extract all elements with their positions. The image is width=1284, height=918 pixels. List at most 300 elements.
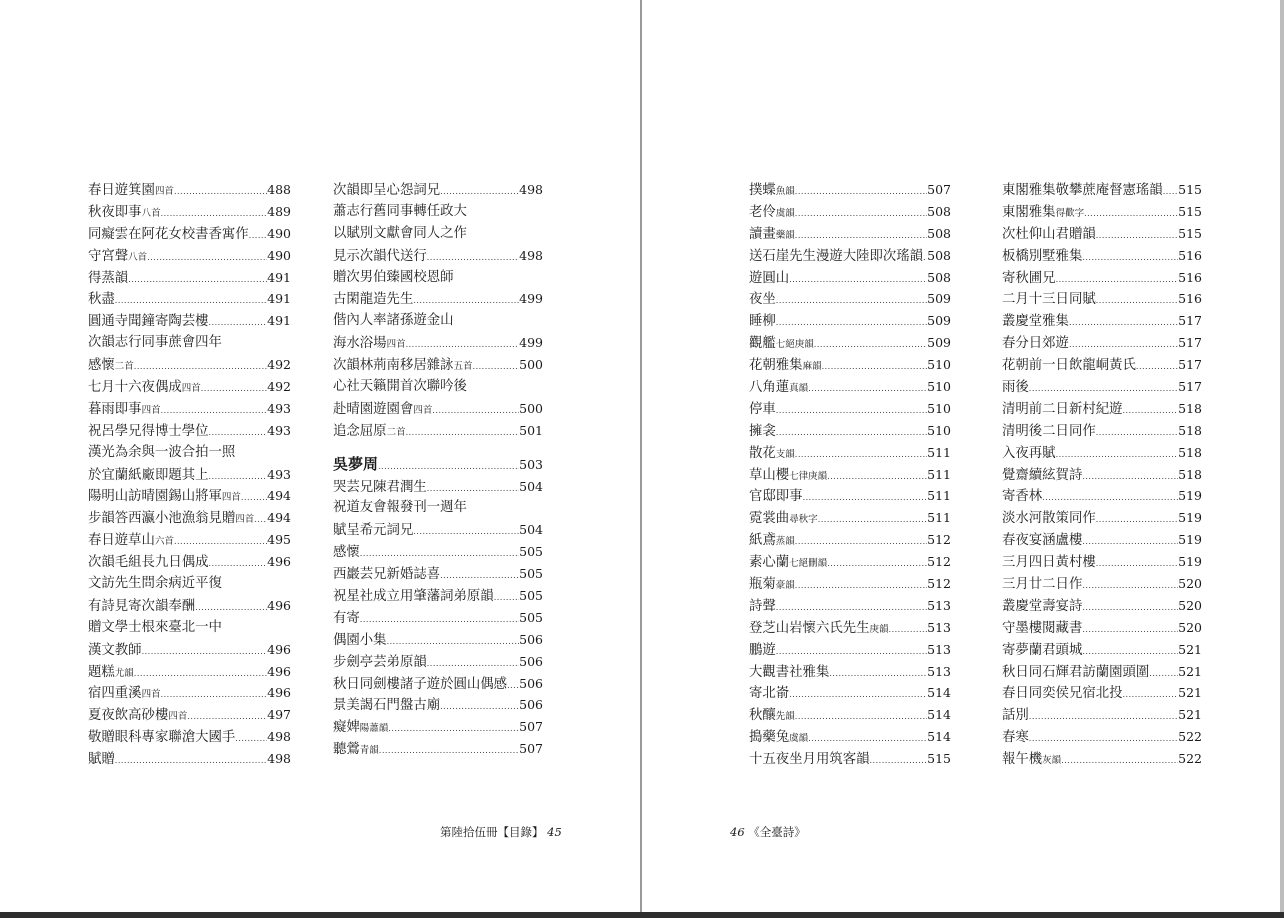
toc-entry [1002,682,1202,704]
poem-title: 步韻答西瀛小池漁翁見贈 [88,511,236,527]
dot-leader [195,597,267,617]
page-ref: 521 [1178,663,1202,679]
poem-title: 報午機 [1002,752,1043,768]
toc-entry [749,179,951,201]
page-footer [730,824,806,840]
poem-note: 陽蕭韻 [359,723,389,735]
poem-title: 賦呈希元詞兄 [333,523,414,539]
page-ref: 513 [927,663,951,679]
toc-entry [749,223,951,245]
poem-title: 祝呂學兄得博士學位 [88,423,209,439]
page-ref: 493 [267,400,291,416]
page-ref: 496 [267,641,291,657]
poem-title: 西巖芸兄新婚誌喜 [333,567,441,583]
dot-leader [808,378,927,398]
page-ref: 519 [1178,554,1202,570]
toc-entry [88,507,291,529]
poem-title: 官邸即事 [749,489,803,505]
poem-note: 二首 [386,426,406,438]
toc-entry [88,726,291,748]
dot-leader [1082,531,1178,551]
dot-leader [1084,203,1178,223]
poem-title: 守墨樓閱藏書 [1002,620,1083,636]
toc-entry [333,201,543,223]
dot-leader [1096,225,1178,245]
poem-title: 叢慶堂壽宴詩 [1002,598,1083,614]
page-ref: 518 [1178,422,1202,438]
dot-leader [174,531,267,551]
poem-title: 詩聲 [749,598,776,614]
page-ref: 521 [1178,685,1202,701]
poem-title: 古閑龍造先生 [333,292,414,308]
poem-title: 三月四日黃村樓 [1002,555,1096,571]
dot-leader [1082,247,1178,267]
dot-leader [1096,553,1178,573]
dot-leader [795,444,927,464]
page-ref: 494 [267,488,291,504]
page-ref: 507 [519,741,543,757]
page-ref: 500 [519,400,543,416]
dot-leader [1163,181,1178,201]
dot-leader [795,181,927,201]
poem-title: 聽鶯 [333,742,360,758]
poem-note: 七絕刪韻 [789,558,828,570]
dot-leader [1082,466,1178,486]
page-ref: 520 [1178,576,1202,592]
page-ref: 514 [927,685,951,701]
poem-title: 景美謁石門盤古廟 [333,698,441,714]
poem-title: 秋日同劍樓諸子遊於圓山偶感 [333,676,508,692]
poem-note: 灰韻 [1042,755,1062,767]
toc-entry [1002,639,1202,661]
toc-entry [749,332,951,354]
poem-title: 寄北嵛 [749,686,790,702]
page-ref: 517 [1178,357,1202,373]
dot-leader [209,422,268,442]
page-ref: 494 [267,510,291,526]
dot-leader [870,750,928,770]
poem-title: 感懷 [333,545,360,561]
dot-leader [494,587,519,607]
page-ref: 511 [927,488,951,504]
toc-entry [1002,485,1202,507]
toc-entry [1002,464,1202,486]
dot-leader [776,641,927,661]
page-ref: 490 [267,225,291,241]
toc-entry [88,573,291,595]
poem-title: 赴晴園遊園會 [333,401,414,417]
page-ref: 488 [267,182,291,197]
dot-leader [388,718,519,738]
poem-note: 得歡字 [1055,207,1085,219]
poem-title: 偶園小集 [333,632,387,648]
page-ref: 521 [1178,641,1202,657]
page-number: 45 [547,825,562,839]
dot-leader [827,553,927,573]
poem-note: 四首 [141,404,161,416]
dot-leader [387,631,520,651]
page-ref: 521 [1178,707,1202,723]
toc-entry [333,694,543,716]
toc-entry [333,310,543,332]
toc-entry [749,464,951,486]
toc-entry [333,497,543,519]
page-ref: 510 [927,422,951,438]
poem-title: 雨後 [1002,380,1029,396]
toc-entry [333,179,543,201]
page-ref: 492 [267,379,291,395]
page-ref: 522 [1178,751,1202,767]
poem-note: 四首 [235,514,255,526]
toc-entry [749,748,951,770]
dot-leader [378,456,519,476]
poem-title: 登芝山岩懷六氏先生 [749,620,870,636]
dot-leader [379,740,519,760]
page-ref: 513 [927,597,951,613]
page-ref: 513 [927,619,951,635]
poem-title: 散花 [749,445,776,461]
page-ref: 515 [1178,225,1202,241]
page-ref: 505 [519,588,543,604]
toc-entry [749,201,951,223]
poem-title: 七月十六夜偶成 [88,380,182,396]
page-ref: 518 [1178,444,1202,460]
poem-title: 癡婢 [333,720,360,736]
toc-entry [88,332,291,354]
poem-title: 春分日郊遊 [1002,336,1069,352]
poem-title: 春日遊草山 [88,533,155,549]
toc-entry [333,563,543,585]
poem-note: 尋秋字 [789,514,818,526]
dot-leader [360,609,519,629]
toc-entry [333,332,543,354]
dot-leader [827,466,927,486]
poem-note: 四首 [168,711,188,723]
poem-title: 有詩見寄次韻奉酬 [88,598,196,614]
poem-title: 八角蓮 [749,380,790,396]
toc-entry [88,354,291,376]
poem-title: 撲蝶 [749,183,776,198]
toc-column [88,179,291,770]
page-ref: 498 [267,729,291,745]
toc-entry [333,585,543,607]
dot-leader [440,696,519,716]
poem-title: 東閣雅集敬攀蔗庵督憲瑤韻 [1002,183,1163,198]
poem-title: 偕內人率諸孫遊金山 [333,313,454,329]
toc-entry [1002,529,1202,551]
dot-leader [161,400,268,420]
toc-entry [749,442,951,464]
dot-leader [814,334,927,354]
toc-entry [1002,245,1202,267]
dot-leader [440,181,519,201]
poem-title: 秋釀 [749,708,776,724]
page-ref: 518 [1178,400,1202,416]
page-ref: 499 [519,291,543,307]
poem-title: 停車 [749,401,776,417]
poem-note: 尤韻 [114,667,134,679]
poem-title: 守宮聲 [88,248,129,264]
page-ref: 511 [927,510,951,526]
dot-leader [241,487,267,507]
poem-note: 八首 [128,251,148,263]
toc-entry [749,288,951,310]
page-ref: 491 [267,291,291,307]
poem-note: 七律庚韻 [789,470,828,482]
dot-leader [1096,290,1178,310]
dot-leader [789,269,927,289]
page-ref: 500 [519,357,543,373]
page-ref: 506 [519,697,543,713]
toc-entry [88,288,291,310]
dot-leader [1069,334,1178,354]
toc-entry [333,716,543,738]
poem-title: 叢慶堂雅集 [1002,314,1069,330]
poem-title: 賦贈 [88,752,115,768]
page-ref: 489 [267,203,291,219]
poem-title: 哭芸兄陳君潤生 [333,479,427,495]
dot-leader [1042,487,1178,507]
dot-leader [776,290,927,310]
poem-title: 敬贈眼科專家聯滄大國手 [88,730,236,746]
toc-entry [1002,617,1202,639]
poem-title: 二月十三日同賦 [1002,292,1096,308]
page-ref: 516 [1178,269,1202,285]
dot-leader [254,509,267,529]
toc-entry [1002,310,1202,332]
poem-title: 話別 [1002,708,1029,724]
page-ref: 517 [1178,379,1202,395]
right-page [642,0,1284,912]
dot-leader [1082,619,1178,639]
page-ref: 514 [927,707,951,723]
dot-leader [1029,728,1178,748]
dot-leader [249,225,267,245]
toc-entry [1002,442,1202,464]
poem-title: 宿四重溪 [88,686,142,702]
dot-leader [115,750,267,770]
poem-title: 以賦別文獻會同人之作 [333,225,467,241]
poem-title: 寄秋圃兄 [1002,270,1056,286]
page-ref: 506 [519,675,543,691]
poem-title: 漢光為余與一波合拍一照 [88,444,236,460]
poem-note: 四首 [154,186,174,197]
page-ref: 506 [519,631,543,647]
dot-leader [1082,597,1178,617]
poem-note: 四首 [386,339,406,351]
poem-title: 心社天籟開首次聯吟後 [333,379,467,395]
poem-title: 花朝前一日飲龍峒黃氏 [1002,358,1136,374]
toc-entry [749,420,951,442]
poem-title: 次韻毛組長九日偶成 [88,555,209,571]
poem-title: 秋夜即事 [88,204,142,220]
toc-entry [88,179,291,201]
poem-title: 祝星社成立用肇藩詞弟原韻 [333,589,494,605]
dot-leader [209,553,268,573]
page-ref: 520 [1178,597,1202,613]
dot-leader [209,312,268,332]
poem-title: 老伶 [749,204,776,220]
toc-entry [88,639,291,661]
dot-leader [209,466,268,486]
poem-note: 二首 [114,361,134,373]
dot-leader [776,400,927,420]
toc-entry [88,376,291,398]
dot-leader [360,543,519,563]
toc-entry [749,507,951,529]
toc-entry [88,748,291,770]
page-ref: 522 [1178,729,1202,745]
page-ref: 516 [1178,291,1202,307]
toc-entry [749,245,951,267]
toc-entry [1002,354,1202,376]
dot-leader [1123,684,1179,704]
poem-title: 送石崖先生漫遊大陸即次瑤韻 [749,248,924,264]
poem-title: 贈文學士根來臺北一中 [88,619,222,635]
dot-leader [235,728,267,748]
dot-leader [147,247,267,267]
dot-leader [427,478,519,498]
page-number: 46 [730,825,745,839]
page-ref: 508 [927,203,951,219]
page-ref: 517 [1178,335,1202,351]
poem-title: 瓶菊 [749,577,776,593]
toc-entry [333,519,543,541]
poem-title: 次韻林荊南移居雜詠 [333,358,454,374]
toc-entry [88,245,291,267]
poem-title: 得蒸韻 [88,270,129,286]
page-ref: 513 [927,641,951,657]
toc-entry [88,310,291,332]
poem-title: 於宜蘭紙廠即題其上 [88,467,209,483]
page-ref: 497 [267,707,291,723]
dot-leader [1069,312,1178,332]
dot-leader [808,728,927,748]
poem-note: 虞韻 [789,733,809,745]
page-ref: 504 [519,478,543,494]
toc-entry [1002,573,1202,595]
dot-leader [1136,356,1178,376]
poem-title: 有寄 [333,610,360,626]
poem-note: 四首 [141,689,161,701]
toc-entry [88,398,291,420]
poem-title: 清明前二日新村紀遊 [1002,401,1123,417]
left-page [0,0,641,912]
page-ref: 511 [927,466,951,482]
dot-leader [142,641,268,661]
dot-leader [406,422,520,442]
poem-title: 圓通寺聞鐘寄陶芸樓 [88,314,209,330]
dot-leader [1096,422,1178,442]
toc-entry [88,485,291,507]
page-ref: 511 [927,444,951,460]
poem-note: 藥韻 [775,229,795,241]
page-ref: 507 [519,719,543,735]
poem-title: 東閣雅集 [1002,204,1056,220]
poem-note: 魚韻 [775,186,795,197]
toc-entry [749,682,951,704]
dot-leader [174,181,267,201]
toc-entry [333,476,543,498]
poem-note: 六首 [154,536,174,548]
page-ref: 518 [1178,466,1202,482]
toc-entry [749,398,951,420]
page-footer [440,824,562,840]
page-ref: 498 [519,182,543,197]
page-ref: 492 [267,357,291,373]
poem-title: 入夜再賦 [1002,445,1056,461]
toc-entry [88,201,291,223]
toc-entry [333,651,543,673]
poem-title: 春日遊箕園 [88,183,155,198]
poem-title: 春夜宴涵盧樓 [1002,533,1083,549]
page-ref: 505 [519,609,543,625]
page-ref: 510 [927,357,951,373]
dot-leader [1082,575,1178,595]
toc-entry [749,485,951,507]
page-ref: 519 [1178,488,1202,504]
toc-entry [749,726,951,748]
toc-entry [333,541,543,563]
toc-entry [333,607,543,629]
toc-entry [333,223,543,245]
toc-entry [1002,595,1202,617]
dot-leader [440,565,519,585]
poem-note: 五首 [453,361,473,373]
page-edge-shadow [1280,0,1284,912]
toc-entry [1002,288,1202,310]
dot-leader [134,356,267,376]
toc-entry [88,464,291,486]
page-ref: 509 [927,313,951,329]
poem-title: 霓裳曲 [749,511,790,527]
toc-column [1002,179,1202,770]
poem-note: 蒸韻 [775,536,795,548]
poem-title: 夏夜飲高砂樓 [88,708,169,724]
dot-leader [1029,706,1178,726]
toc-column [749,179,951,770]
dot-leader [795,575,927,595]
dot-leader [776,422,927,442]
poem-title: 文訪先生問余病近平復 [88,576,222,592]
poem-title: 紙鳶 [749,533,776,549]
poem-title: 睡柳 [749,314,776,330]
viewer-bottom-bar [0,912,1284,918]
page-ref: 515 [1178,182,1202,197]
dot-leader [1123,400,1179,420]
poem-title: 寄香林 [1002,489,1043,505]
page-ref: 517 [1178,313,1202,329]
page-ref: 512 [927,532,951,548]
poem-title: 三月廿二日作 [1002,577,1083,593]
toc-entry [1002,223,1202,245]
toc-entry [1002,420,1202,442]
toc-entry [333,398,543,420]
dot-leader [473,356,520,376]
poem-title: 春寒 [1002,730,1029,746]
toc-entry [333,629,543,651]
dot-leader [789,684,927,704]
dot-leader [413,290,519,310]
poem-note: 四首 [413,404,433,416]
poem-title: 板橋別墅雅集 [1002,248,1083,264]
dot-leader [1082,641,1178,661]
poem-note: 先韻 [775,711,795,723]
page-ref: 515 [927,751,951,767]
author-heading [333,454,543,476]
dot-leader [803,487,928,507]
toc-column [333,179,543,760]
